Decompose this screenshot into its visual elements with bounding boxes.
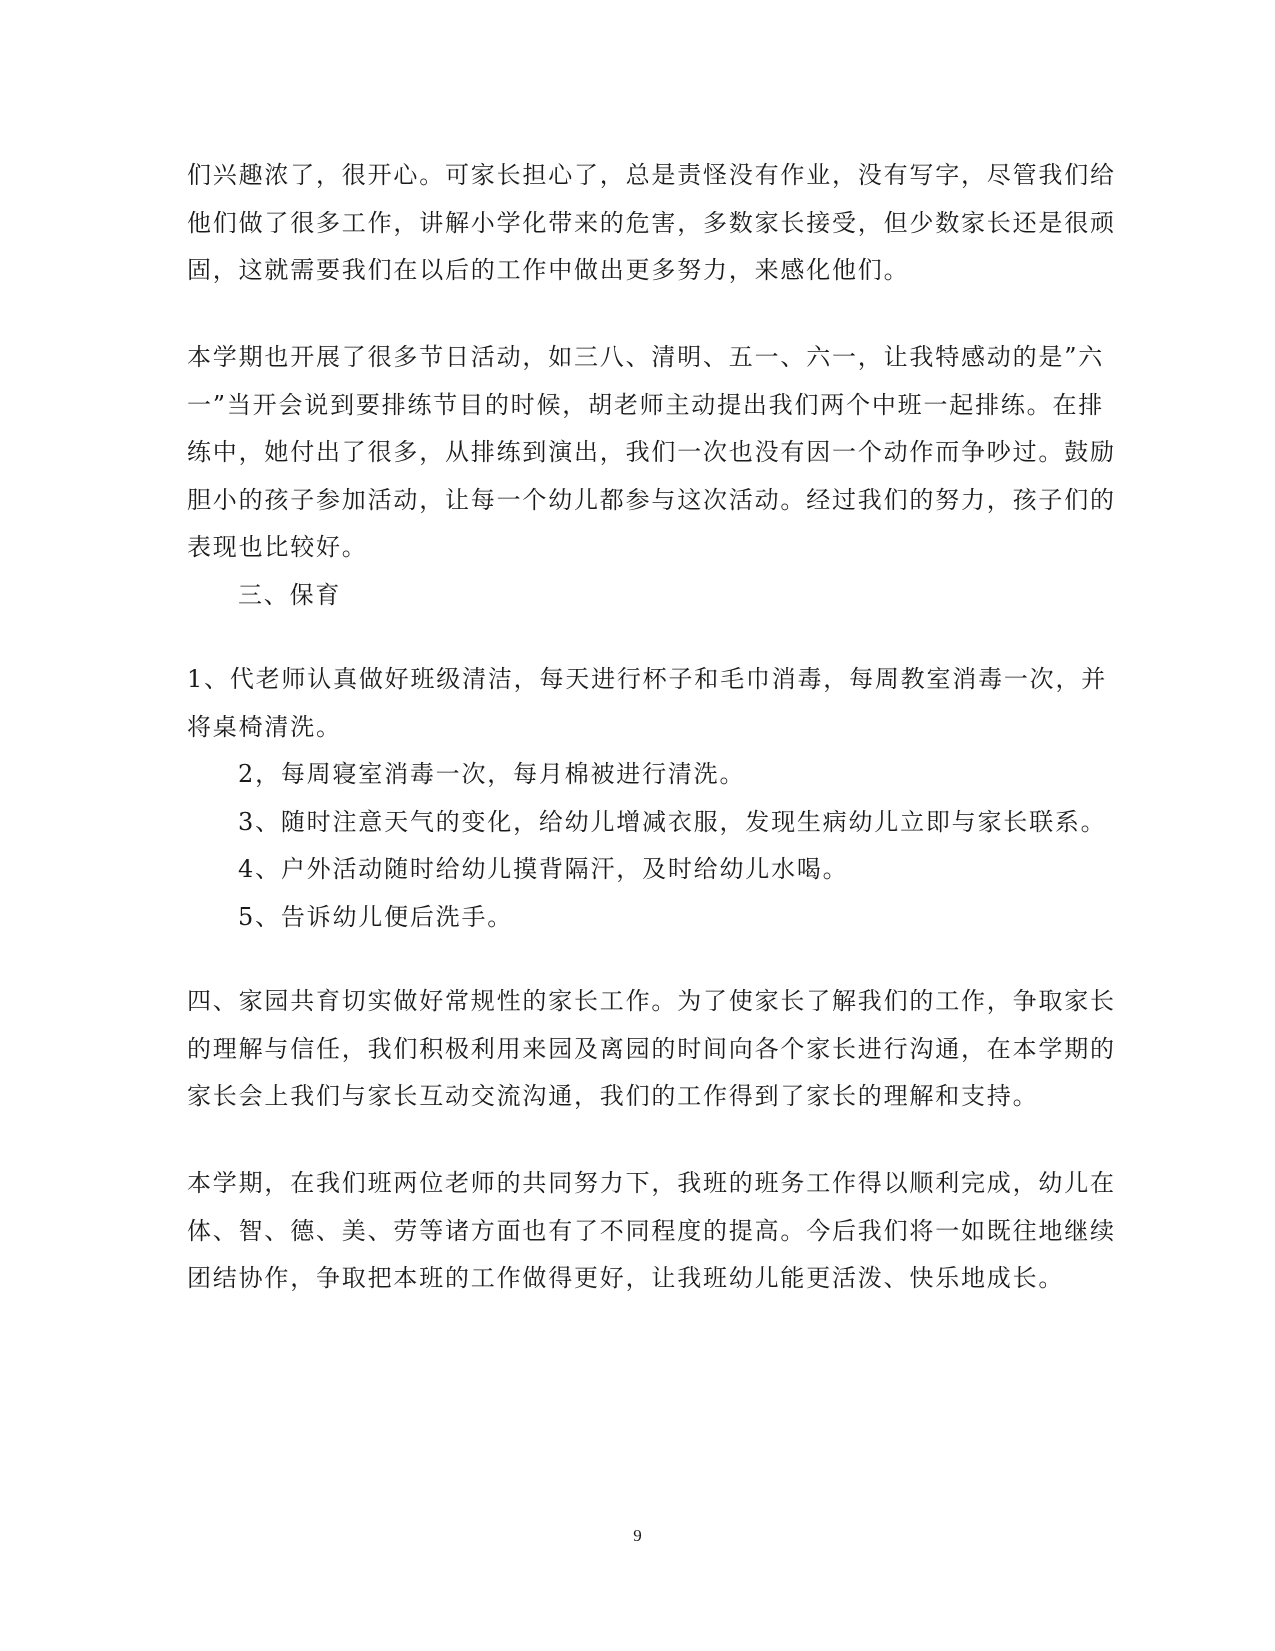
paragraph-conclusion — [187, 1160, 1116, 1303]
text-line: 他们做了很多工作，讲解小学化带来的危害，多数家长接受，但少数家长还是很顽 — [187, 208, 1116, 237]
list-item: 5、告诉幼儿便后洗手。 — [238, 902, 514, 931]
section-heading-care: 三、保育 — [238, 580, 342, 609]
list-item: 1、代老师认真做好班级清洁，每天进行杯子和毛巾消毒，每周教室消毒一次，并 — [187, 665, 1108, 693]
list-item: 2，每周寝室消毒一次，每月棉被进行清洗。 — [238, 760, 746, 788]
text-line: 胆小的孩子参加活动，让每一个幼儿都参与这次活动。经过我们的努力，孩子们的 — [187, 485, 1116, 514]
text-line: 表现也比较好。 — [187, 533, 368, 561]
list-item: 4、户外活动随时给幼儿摸背隔汗，及时给幼儿水喝。 — [238, 855, 849, 883]
text-line: 四、家园共育切实做好常规性的家长工作。为了使家长了解我们的工作，争取家长 — [187, 987, 1116, 1015]
text-line: 将桌椅清洗。 — [187, 712, 342, 741]
text-line: 团结协作，争取把本班的工作做得更好，让我班幼儿能更活泼、快乐地成长。 — [187, 1264, 1065, 1292]
text-line: 的理解与信任，我们积极利用来园及离园的时间向各个家长进行沟通，在本学期的 — [187, 1034, 1116, 1063]
text-line: 一”当开会说到要排练节目的时候，胡老师主动提出我们两个中班一起排练。在排 — [187, 390, 1105, 419]
page-number: 9 — [633, 1526, 642, 1545]
list-item: 3、随时注意天气的变化，给幼儿增减衣服，发现生病幼儿立即与家长联系。 — [238, 807, 1107, 836]
text-line: 本学期也开展了很多节日活动，如三八、清明、五一、六一，让我特感动的是”六 — [187, 343, 1105, 371]
paragraph-parent-concerns — [187, 152, 1116, 295]
text-line: 体、智、德、美、劳等诸方面也有了不同程度的提高。今后我们将一如既往地继续 — [187, 1216, 1116, 1245]
paragraph-care-list — [187, 656, 1108, 941]
text-line: 们兴趣浓了，很开心。可家长担心了，总是责怪没有作业，没有写字，尽管我们给 — [187, 161, 1116, 189]
text-line: 固，这就需要我们在以后的工作中做出更多努力，来感化他们。 — [187, 256, 910, 284]
text-line: 本学期，在我们班两位老师的共同努力下，我班的班务工作得以顺利完成，幼儿在 — [187, 1169, 1116, 1197]
paragraph-home-school — [187, 978, 1116, 1121]
text-line: 家长会上我们与家长互动交流沟通，我们的工作得到了家长的理解和支持。 — [187, 1082, 1039, 1110]
text-line: 练中，她付出了很多，从排练到演出，我们一次也没有因一个动作而争吵过。鼓励 — [187, 438, 1116, 466]
paragraph-holiday-activities — [187, 334, 1116, 619]
